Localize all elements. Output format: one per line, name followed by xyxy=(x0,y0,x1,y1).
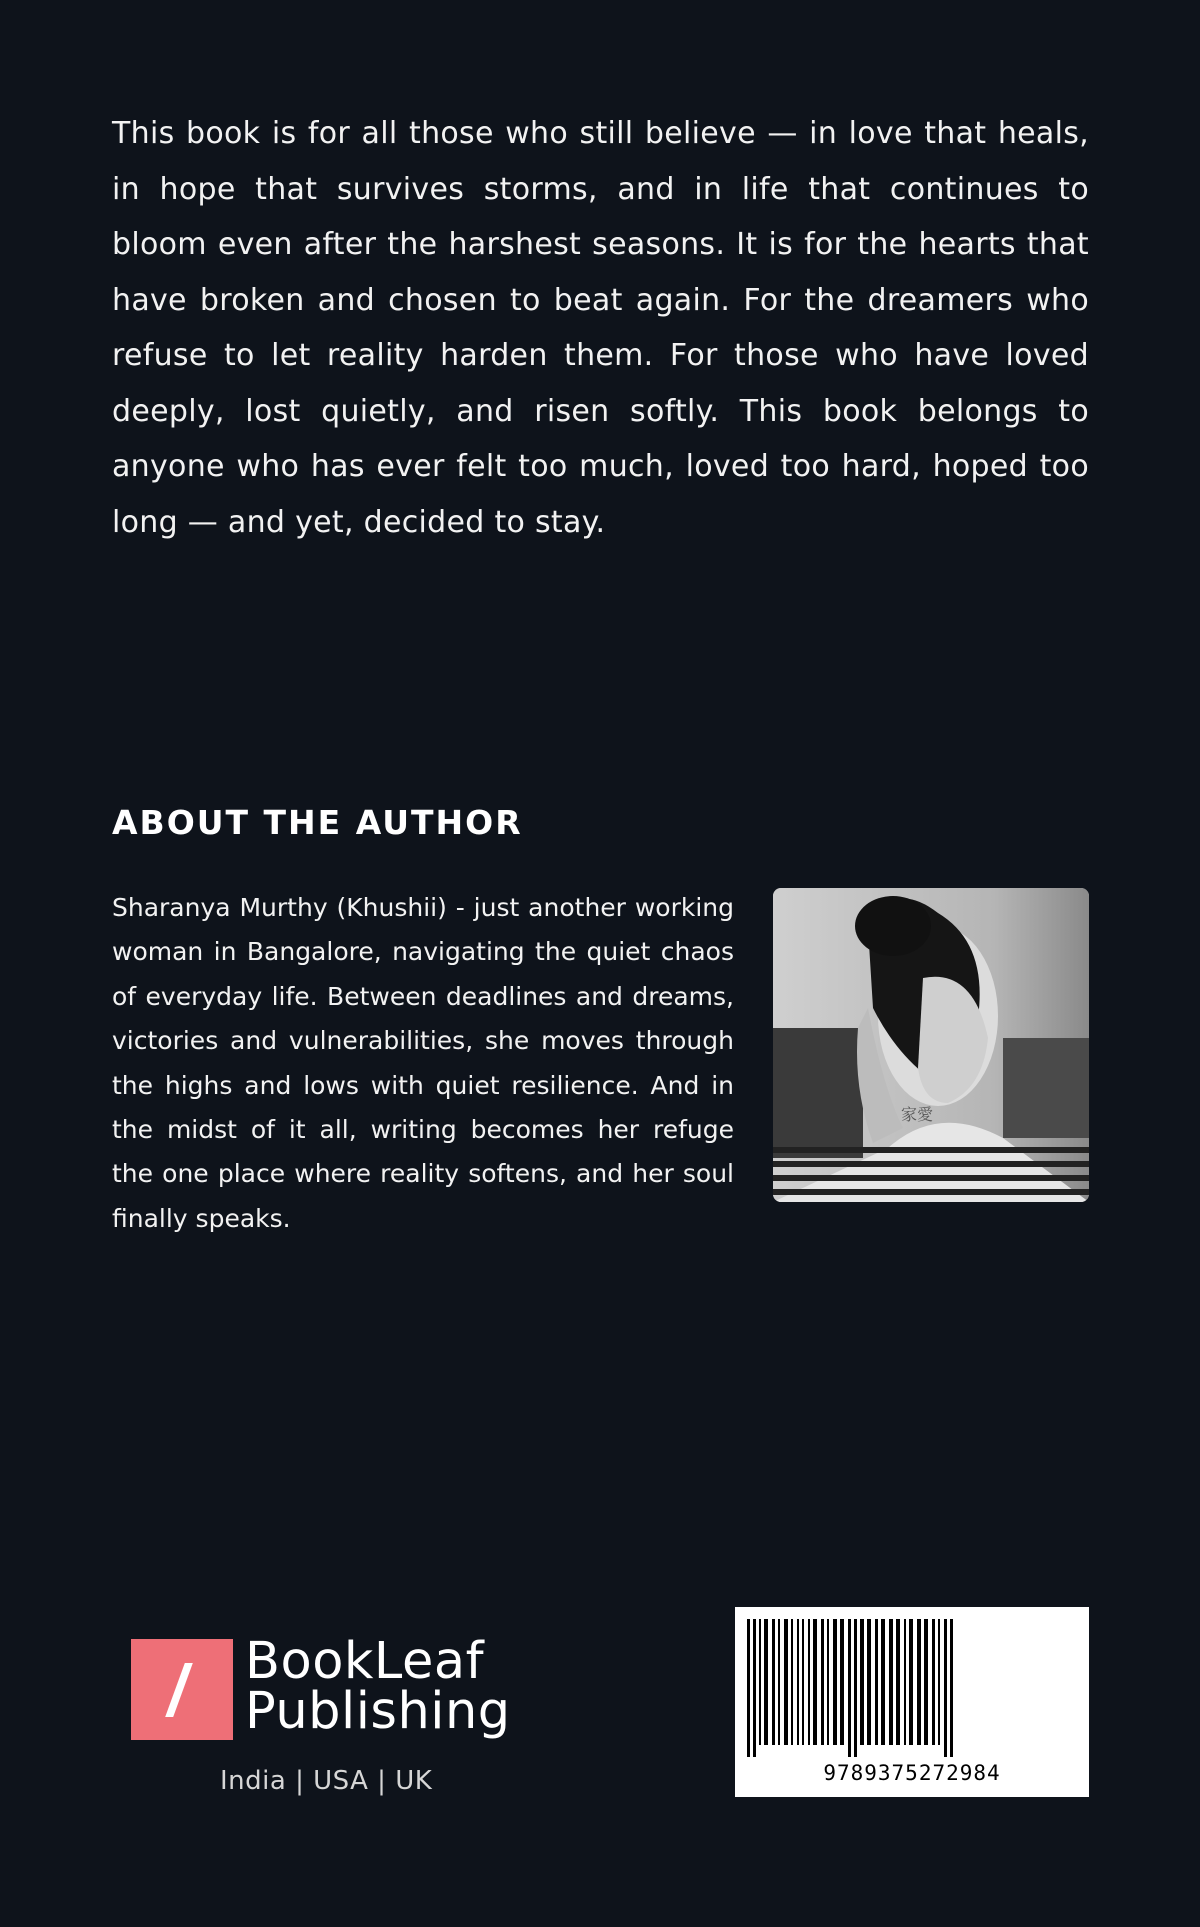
publisher-name-line1: BookLeaf xyxy=(245,1632,485,1691)
barcode-bar xyxy=(909,1619,913,1745)
barcode-bar xyxy=(944,1619,947,1757)
slash-mark-icon xyxy=(131,1639,233,1740)
barcode-bar xyxy=(747,1619,750,1757)
barcode-bar xyxy=(896,1619,900,1745)
barcode-bar xyxy=(808,1619,810,1745)
barcode-bar xyxy=(848,1619,851,1757)
barcode-bar xyxy=(797,1619,799,1745)
publisher-name-line2: Publishing xyxy=(245,1682,511,1741)
author-bio: Sharanya Murthy (Khushii) - just another working woman in Bangalore, navigating the quiet chaos of everyday life. Between deadlines and dreams, victories and vulnerabilities, she moves through the highs and lows with quiet resilience. And in the midst of it all, writing becomes her refuge the one place where reality softens, and her soul finally speaks. xyxy=(112,893,734,1233)
barcode-bar xyxy=(759,1619,761,1745)
barcode-bar xyxy=(867,1619,871,1745)
barcode-bar xyxy=(802,1619,804,1745)
barcode-bar xyxy=(950,1619,953,1757)
isbn-barcode xyxy=(735,1607,1089,1797)
barcode-bar xyxy=(784,1619,788,1745)
barcode-bar xyxy=(924,1619,928,1745)
barcode-bar xyxy=(840,1619,844,1745)
barcode-bar xyxy=(778,1619,780,1745)
barcode-bar xyxy=(917,1619,921,1745)
barcode-bar xyxy=(753,1619,756,1757)
barcode-bar xyxy=(932,1619,935,1745)
barcode-bar xyxy=(881,1619,885,1745)
barcode-bar xyxy=(821,1619,824,1745)
barcode-bar xyxy=(904,1619,906,1745)
about-author-heading: ABOUT THE AUTHOR xyxy=(112,803,523,842)
tattoo-text: 家愛 xyxy=(901,1105,934,1124)
barcode-bar xyxy=(938,1619,940,1745)
publisher-regions: India | USA | UK xyxy=(220,1766,433,1796)
back-cover-blurb: This book is for all those who still believe — in love that heals, in hope that survives storms, and in life that continues to bloom even after the harshest seasons. It is for the hearts that have broken and chosen to beat again. For the dreamers who refuse to let reality harden them. For those who have loved deeply, lost quietly, and risen softly. This book belongs to anyone who has ever felt too much, loved too hard, hoped too long — and yet, decided to stay. xyxy=(112,116,1089,540)
barcode-bar xyxy=(764,1619,768,1745)
barcode-bar xyxy=(791,1619,793,1745)
barcode-bar xyxy=(875,1619,878,1745)
author-photo xyxy=(773,888,1089,1202)
barcode-bar xyxy=(889,1619,893,1745)
barcode-bars xyxy=(747,1619,1077,1759)
isbn-number: 9789375272984 xyxy=(823,1761,1001,1785)
barcode-bar xyxy=(813,1619,817,1745)
publisher-logo xyxy=(131,1634,511,1794)
barcode-bar xyxy=(860,1619,864,1745)
barcode-bar xyxy=(772,1619,775,1745)
barcode-bar xyxy=(827,1619,829,1745)
barcode-bar xyxy=(833,1619,837,1745)
barcode-bar xyxy=(854,1619,857,1757)
